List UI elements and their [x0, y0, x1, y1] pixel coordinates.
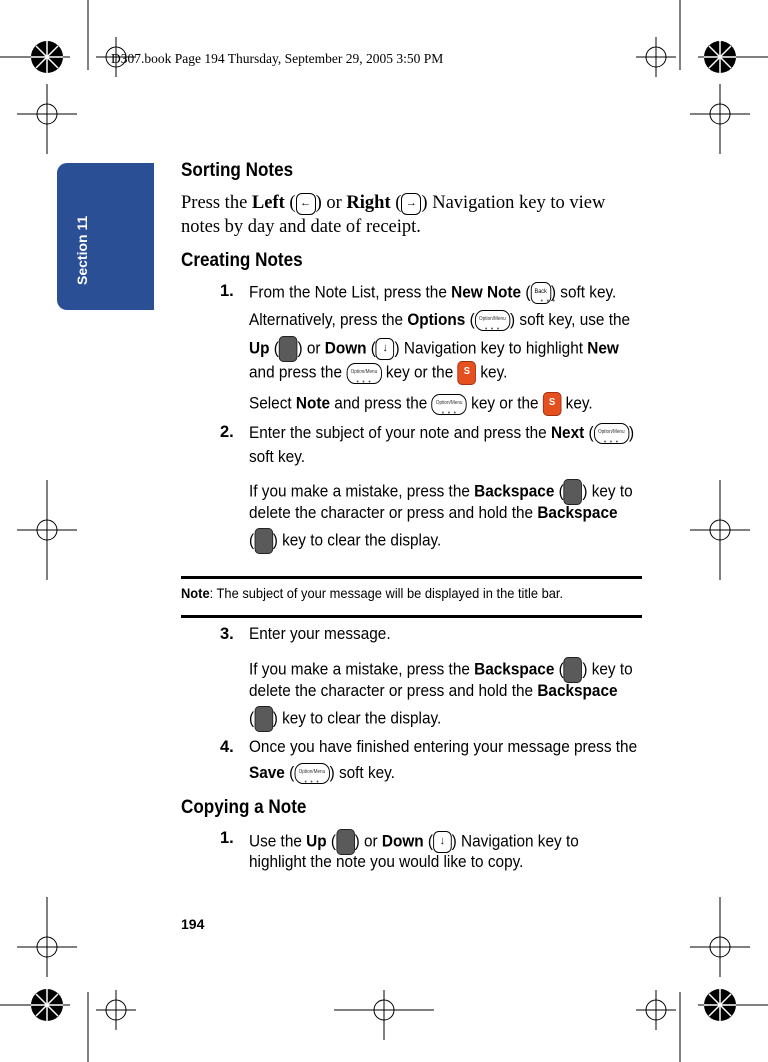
page-number: 194 [181, 916, 205, 932]
step-text: soft key. [249, 448, 306, 466]
step-text: Alternatively, press the Options ( Option/Menu • • • ) soft key, use the [249, 310, 631, 333]
step-text: Up ( ) or Down ( ↓ ) Navigation key to highlight New [249, 336, 619, 362]
option-menu-key-icon: Option/Menu • • • [475, 310, 510, 331]
backspace-key-icon [254, 706, 273, 732]
step-text: Enter the subject of your note and press the Next ( Option/Menu • • • ) [249, 423, 635, 446]
step-number: 2. [220, 423, 234, 441]
backspace-key-icon [564, 657, 583, 683]
down-key-icon: ↓ [376, 338, 395, 360]
section-tab-label: Section 11 [74, 215, 90, 285]
s-key-icon: S [543, 392, 562, 416]
up-key-icon [336, 829, 355, 855]
s-key-icon: S [458, 361, 477, 385]
step-text: Once you have finished entering your message press the [249, 738, 638, 756]
option-menu-key-icon: Option/Menu • • • [294, 763, 329, 784]
step-text: Use the Up ( ) or Down ( ↓ ) Navigation key to [249, 829, 579, 855]
step-number: 1. [220, 829, 234, 847]
print-header: D307.book Page 194 Thursday, September 29, 2005 3:50 PM [111, 51, 444, 66]
note-text: Note: The subject of your message will be displayed in the title bar. [181, 585, 564, 601]
step-text: Enter your message. [249, 625, 391, 643]
step-text: From the Note List, press the New Note ( Back • • • ) soft key. [249, 283, 617, 305]
step-number: 4. [220, 738, 234, 756]
creating-notes-heading: Creating Notes [181, 250, 303, 271]
step-text: Save ( Option/Menu • • • ) soft key. [249, 763, 395, 786]
copying-note-heading: Copying a Note [181, 797, 307, 818]
step-text: ( ) key to clear the display. [249, 528, 441, 554]
option-menu-key-icon: Option/Menu • • • [346, 363, 381, 384]
step-number: 3. [220, 625, 234, 643]
step-text: If you make a mistake, press the Backspace ( ) key to [249, 479, 633, 505]
up-key-icon [279, 336, 298, 362]
left-key-icon: ← [296, 193, 316, 215]
option-menu-key-icon: Option/Menu • • • [594, 423, 629, 444]
step-text: highlight the note you would like to copy. [249, 853, 524, 871]
back-key-icon: Back • • • [530, 282, 550, 304]
sorting-notes-heading: Sorting Notes [181, 160, 294, 181]
sorting-notes-paragraph: Press the Left ( ← ) or Right ( → ) Navigation key to view notes by day and date of receipt. [181, 193, 606, 237]
backspace-key-icon [564, 479, 583, 505]
step-number: 1. [220, 282, 234, 300]
step-text: Select Note and press the Option/Menu • • • key or the S key. [249, 392, 593, 416]
step-text: delete the character or press and hold the Backspace [249, 682, 618, 700]
note-box [181, 576, 642, 618]
backspace-key-icon [254, 528, 273, 554]
step-text: If you make a mistake, press the Backspace ( ) key to [249, 657, 633, 683]
step-text: and press the Option/Menu • • • key or the S key. [249, 361, 507, 385]
option-menu-key-icon: Option/Menu • • • [432, 394, 467, 415]
step-text: ( ) key to clear the display. [249, 706, 441, 732]
step-text: delete the character or press and hold the Backspace [249, 504, 618, 522]
down-key-icon: ↓ [433, 831, 452, 853]
right-key-icon: → [401, 193, 421, 215]
section-tab [57, 163, 154, 310]
